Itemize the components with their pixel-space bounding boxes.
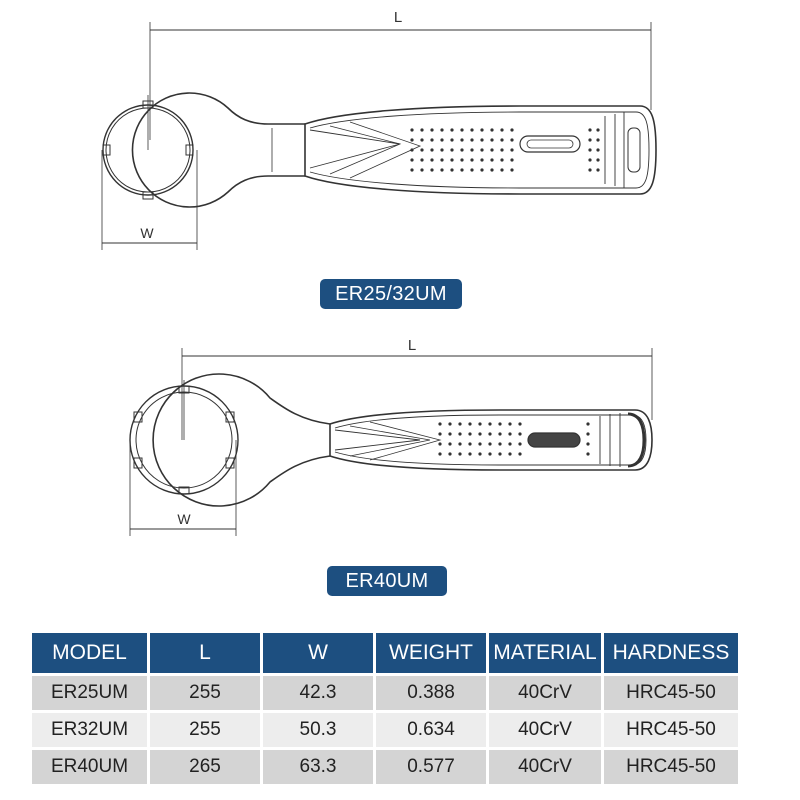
- cell-hardness: HRC45-50: [604, 750, 738, 784]
- specification-table: [29, 630, 741, 787]
- cell-hardness: HRC45-50: [604, 713, 738, 747]
- dimension-w-label: W: [140, 225, 154, 241]
- table-row: [32, 750, 738, 784]
- model-label-er40um: ER40UM: [327, 566, 447, 596]
- cell-model: ER40UM: [32, 750, 147, 784]
- model-label-er25-32um: ER25/32UM: [320, 279, 462, 309]
- cell-w: 42.3: [263, 676, 373, 710]
- wrench-er40um-drawing: [130, 337, 652, 536]
- cell-l: 255: [150, 676, 260, 710]
- cell-w: 63.3: [263, 750, 373, 784]
- wrench-er25-32um-drawing: [102, 9, 656, 250]
- table-row: [32, 713, 738, 747]
- cell-weight: 0.634: [376, 713, 486, 747]
- cell-model: ER25UM: [32, 676, 147, 710]
- column-header-l: L: [150, 633, 260, 673]
- column-header-hardness: HARDNESS: [604, 633, 738, 673]
- cell-material: 40CrV: [489, 713, 601, 747]
- cell-w: 50.3: [263, 713, 373, 747]
- dimension-l-label: L: [393, 9, 403, 26]
- column-header-weight: WEIGHT: [376, 633, 486, 673]
- table-header-row: [32, 633, 738, 673]
- cell-weight: 0.577: [376, 750, 486, 784]
- cell-weight: 0.388: [376, 676, 486, 710]
- dimension-l-label: L: [407, 337, 417, 354]
- cell-l: 255: [150, 713, 260, 747]
- dimension-w-label: W: [177, 511, 191, 527]
- cell-l: 265: [150, 750, 260, 784]
- column-header-material: MATERIAL: [489, 633, 601, 673]
- table-row: [32, 676, 738, 710]
- cell-hardness: HRC45-50: [604, 676, 738, 710]
- cell-material: 40CrV: [489, 676, 601, 710]
- column-header-model: MODEL: [32, 633, 147, 673]
- column-header-w: W: [263, 633, 373, 673]
- cell-model: ER32UM: [32, 713, 147, 747]
- cell-material: 40CrV: [489, 750, 601, 784]
